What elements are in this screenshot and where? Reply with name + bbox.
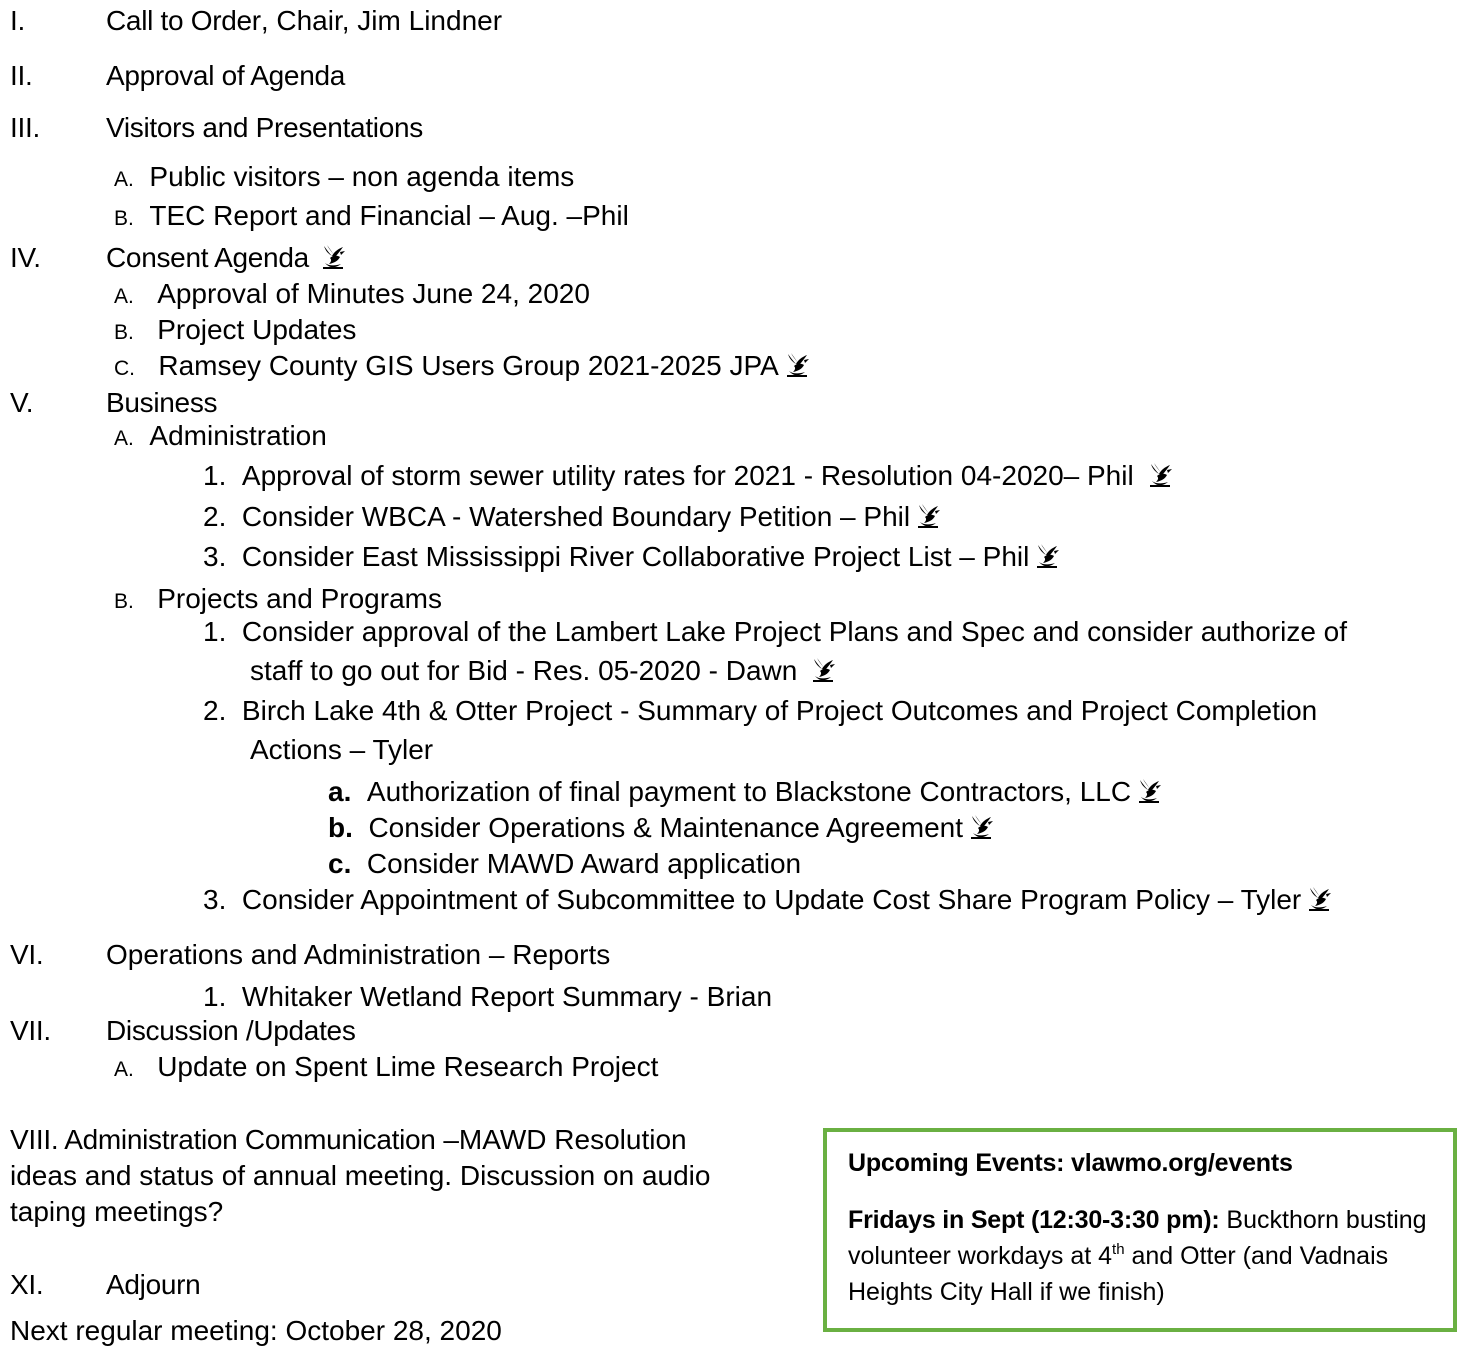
item-text: Whitaker Wetland Report Summary - Brian: [241, 981, 773, 1012]
document-bird-icon[interactable]: [321, 243, 347, 271]
events-text: and Otter (and Vadnais Heights City Hall if we finish): [848, 1242, 1389, 1306]
item-text: TEC Report and Financial – Aug. –Phil: [149, 200, 629, 231]
list-item: [114, 199, 629, 236]
section-title: Adjourn: [106, 1269, 201, 1300]
section-title: [106, 241, 347, 275]
document-bird-icon[interactable]: [1307, 885, 1333, 913]
item-number: 2.: [203, 501, 227, 532]
item-letter: A.: [114, 285, 134, 308]
list-item: [114, 277, 590, 314]
section-title: VIII. Administration Communication: [10, 1124, 436, 1155]
item-text: staff to go out for Bid - Res. 05-2020 - Dawn: [250, 655, 798, 686]
section-text: –MAWD Resolution: [435, 1124, 687, 1155]
list-item: [203, 694, 1317, 728]
item-letter: A.: [114, 427, 134, 450]
item-text: Approval of storm sewer utility rates for 2021 - Resolution 04-2020– Phil: [241, 460, 1134, 491]
section-title: Operations and Administration – Reports: [106, 939, 611, 970]
events-date-label: Fridays in Sept (12:30-3:30 pm):: [848, 1206, 1220, 1234]
item-text: Consider approval of the Lambert Lake Project Plans and Spec and consider authorize of: [241, 616, 1348, 647]
section-admin-communication: [10, 1123, 687, 1157]
item-number: 1.: [203, 616, 227, 647]
item-text: Consider East Mississippi River Collaborative Project List – Phil: [241, 541, 1030, 572]
document-bird-icon[interactable]: [1148, 461, 1174, 489]
item-text: Birch Lake 4th & Otter Project - Summary of Project Outcomes and Project Completion: [241, 695, 1318, 726]
section-number: XI.: [10, 1269, 44, 1300]
item-text: Approval of Minutes June 24, 2020: [157, 278, 590, 309]
section-number: II.: [10, 60, 33, 91]
item-number: 3.: [203, 884, 227, 915]
upcoming-events-box: [823, 1128, 1457, 1332]
document-bird-icon[interactable]: [785, 351, 811, 379]
list-item: [114, 160, 574, 197]
next-meeting: Next regular meeting: October 28, 2020: [10, 1315, 502, 1346]
item-text: Administration: [149, 420, 327, 451]
item-text: Public visitors – non agenda items: [149, 161, 575, 192]
section-title: [106, 4, 502, 38]
section-title: Visitors and Presentations: [106, 112, 423, 143]
item-letter: a.: [328, 776, 352, 807]
item-letter: b.: [328, 812, 353, 843]
section-number: IV.: [10, 242, 41, 273]
section-title: Discussion /Updates: [106, 1015, 356, 1046]
section-number: VI.: [10, 939, 44, 970]
list-item-continuation: [250, 733, 433, 767]
item-text: Consider MAWD Award application: [366, 848, 802, 879]
events-superscript: th: [1112, 1241, 1125, 1258]
list-item: [328, 847, 801, 881]
list-item: [114, 582, 442, 619]
section-text-continuation: ideas and status of annual meeting. Discussion on audio: [10, 1160, 711, 1191]
list-item: [203, 883, 1333, 917]
title-text: Consent Agenda: [106, 242, 309, 273]
item-letter: A.: [114, 168, 134, 191]
section-title: Business: [106, 387, 218, 418]
document-bird-icon[interactable]: [969, 813, 995, 841]
list-item: [203, 500, 942, 534]
document-bird-icon[interactable]: [1137, 777, 1163, 805]
section-title: Approval of Agenda: [106, 60, 346, 91]
list-item: [203, 980, 772, 1014]
item-text: Consider Appointment of Subcommittee to Update Cost Share Program Policy – Tyler: [241, 884, 1302, 915]
item-text: Projects and Programs: [157, 583, 442, 614]
events-heading: Upcoming Events: vlawmo.org/events: [848, 1149, 1293, 1177]
document-bird-icon[interactable]: [1035, 542, 1061, 570]
item-text: Authorization of final payment to Blackstone Contractors, LLC: [366, 776, 1132, 807]
list-item: [114, 419, 327, 456]
item-number: 3.: [203, 541, 227, 572]
list-item: [203, 615, 1347, 649]
events-text: Buckthorn busting volunteer workdays at 4: [848, 1206, 1427, 1270]
list-item-continuation: [250, 654, 837, 688]
item-letter: B.: [114, 590, 134, 613]
events-body: [848, 1202, 1448, 1310]
item-text: Ramsey County GIS Users Group 2021-2025 JPA: [158, 350, 779, 381]
list-item: [114, 1050, 658, 1087]
item-number: 2.: [203, 695, 227, 726]
title-text: Call to Order: [106, 5, 261, 36]
item-letter: c.: [328, 848, 352, 879]
item-letter: C.: [114, 357, 135, 380]
list-item: [203, 540, 1061, 574]
item-text: Project Updates: [157, 314, 357, 345]
item-letter: B.: [114, 321, 134, 344]
document-bird-icon[interactable]: [916, 502, 942, 530]
item-number: 1.: [203, 981, 227, 1012]
list-item: [328, 811, 995, 845]
list-item: [203, 459, 1174, 493]
list-item: [114, 349, 811, 386]
item-text: Consider WBCA - Watershed Boundary Petition – Phil: [241, 501, 911, 532]
section-number: VII.: [10, 1015, 51, 1046]
list-item: [114, 313, 356, 350]
item-text: Consider Operations & Maintenance Agreement: [368, 812, 964, 843]
document-bird-icon[interactable]: [811, 656, 837, 684]
item-text: Actions – Tyler: [250, 734, 434, 765]
item-letter: A.: [114, 1058, 134, 1081]
list-item: [328, 775, 1163, 809]
section-number: V.: [10, 387, 34, 418]
item-text: Update on Spent Lime Research Project: [157, 1051, 659, 1082]
item-number: 1.: [203, 460, 227, 491]
section-number: I.: [10, 5, 25, 36]
section-text-continuation: taping meetings?: [10, 1196, 224, 1227]
section-number: III.: [10, 112, 40, 143]
item-letter: B.: [114, 207, 134, 230]
title-suffix: , Chair, Jim Lindner: [260, 5, 503, 36]
